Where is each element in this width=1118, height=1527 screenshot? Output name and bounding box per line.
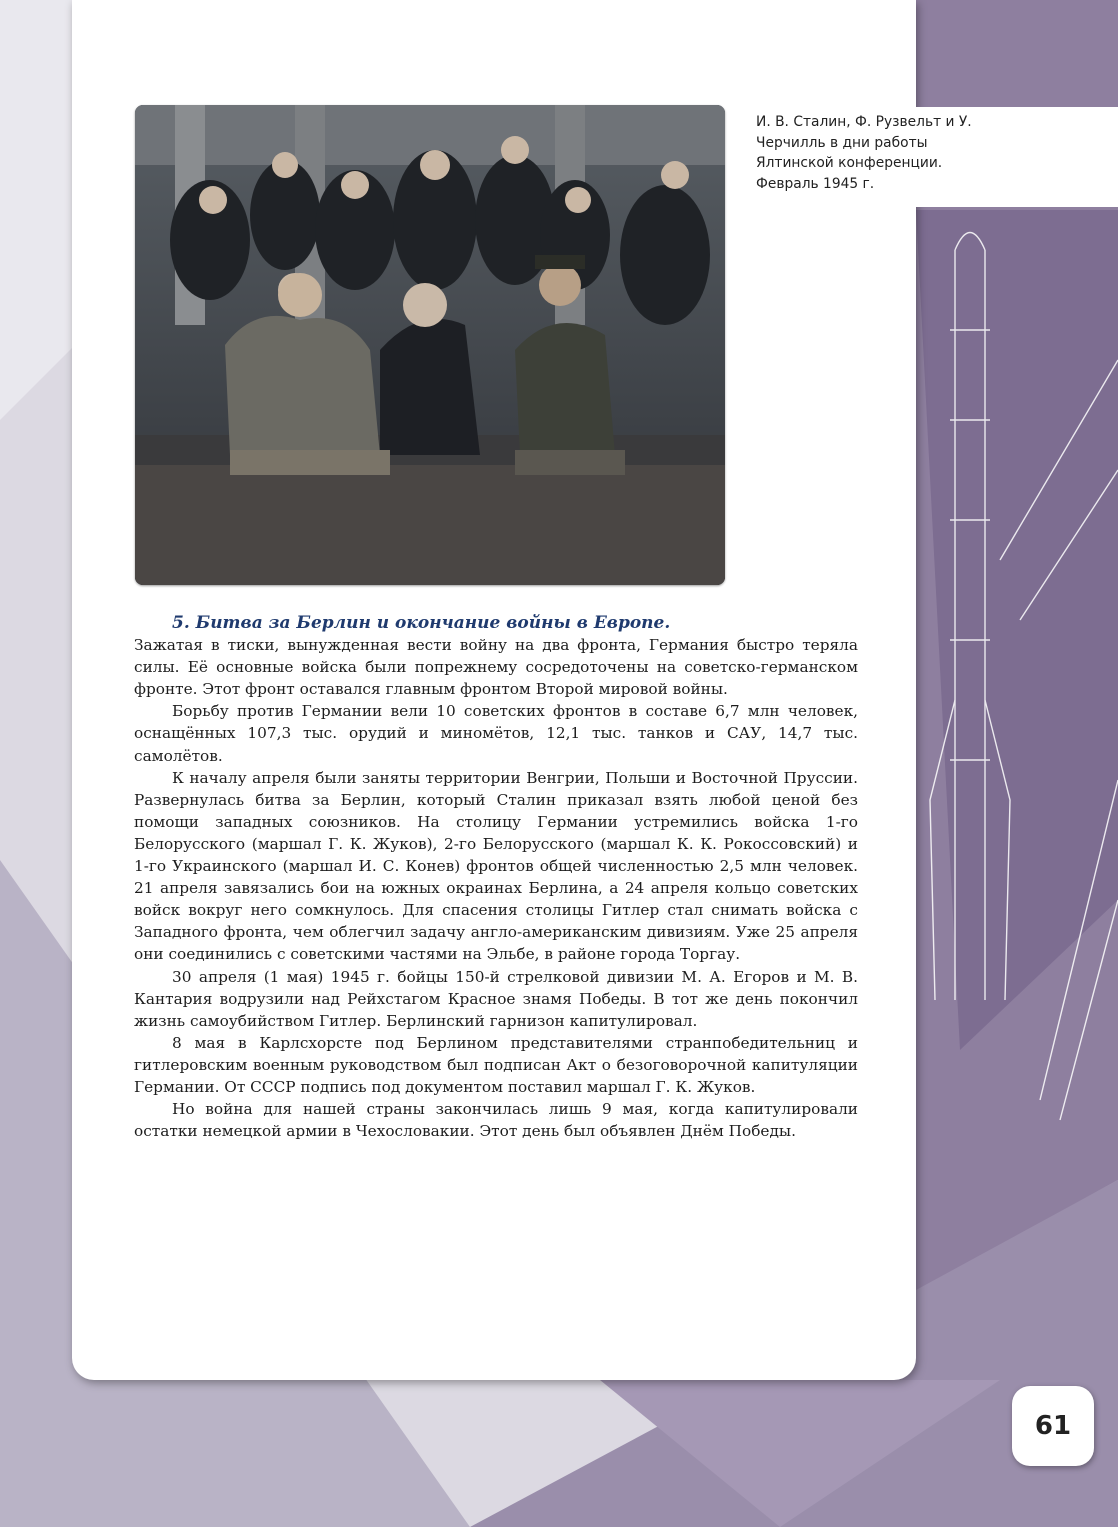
paragraph-4: 30 апреля (1 мая) 1945 г. бойцы 150-й стрелковой дивизии М. А. Егоров и М. В. Кантария водрузили над Рейхстагом Красное знамя Победы. В тот же день покончил жизнь самоубийством Гитлер. Берлинский гарнизон капитулировал. [134, 967, 858, 1030]
paragraph-5: 8 мая в Карлсхорсте под Берлином представителями странпобедительниц и гитлеровским военным руководством был подписан Акт о безоговорочной капитуляции Германии. От СССР подпись под документом поставил маршал Г. К. Жуков. [134, 1033, 858, 1096]
page-number-badge: 61 [1012, 1386, 1094, 1466]
main-text [134, 612, 858, 1142]
yalta-conference-photo [135, 105, 725, 585]
paragraph-1: 5. Битва за Берлин и окончание войны в Европе. Зажатая в тиски, вынужденная вести войну на два фронта, Германия быстро теряла силы. Её основные войска были попрежнему сосредоточены на советско-германском фронте. Этот фронт оставался главным фронтом Второй мировой войны. [134, 613, 858, 699]
paragraph-2: Борьбу против Германии вели 10 советских фронтов в составе 6,7 млн человек, оснащённых 107,3 тыс. орудий и миномётов, 12,1 тыс. танков и САУ, 14,7 тыс. самолётов. [134, 702, 858, 765]
photo-caption: И. В. Сталин, Ф. Рузвельт и У. Черчилль в дни работы Ялтинской конференции. Февраль 1945 г. [756, 114, 972, 192]
section-heading: 5. Битва за Берлин и окончание войны в Европе. [172, 613, 671, 633]
paragraph-3: К началу апреля были заняты территории Венгрии, Польши и Восточной Пруссии. Развернулась битва за Берлин, который Сталин приказал взять любой ценой без помощи западных союзников. На столицу Германии устремились войска 1-го Белорусского (маршал Г. К. Жуков), 2-го Белорусского (маршал К. К. Рокоссовский) и 1-го Украинского (маршал И. С. Конев) фронтов общей численностью 2,5 млн человек. 21 апреля завязались бои на южных окраинах Берлина, а 24 апреля кольцо советских войск вокруг него сомкнулось. Для спасения столицы Гитлер стал снимать войска с Западного фронта, чем облегчил задачу англо-американским дивизиям. Уже 25 апреля они соединились с советскими частями на Эльбе, в районе города Торгау. [134, 768, 858, 964]
paragraph-6: Но война для нашей страны закончилась лишь 9 мая, когда капитулировали остатки немецкой армии в Чехословакии. Этот день был объявлен Днём Победы. [134, 1100, 858, 1141]
